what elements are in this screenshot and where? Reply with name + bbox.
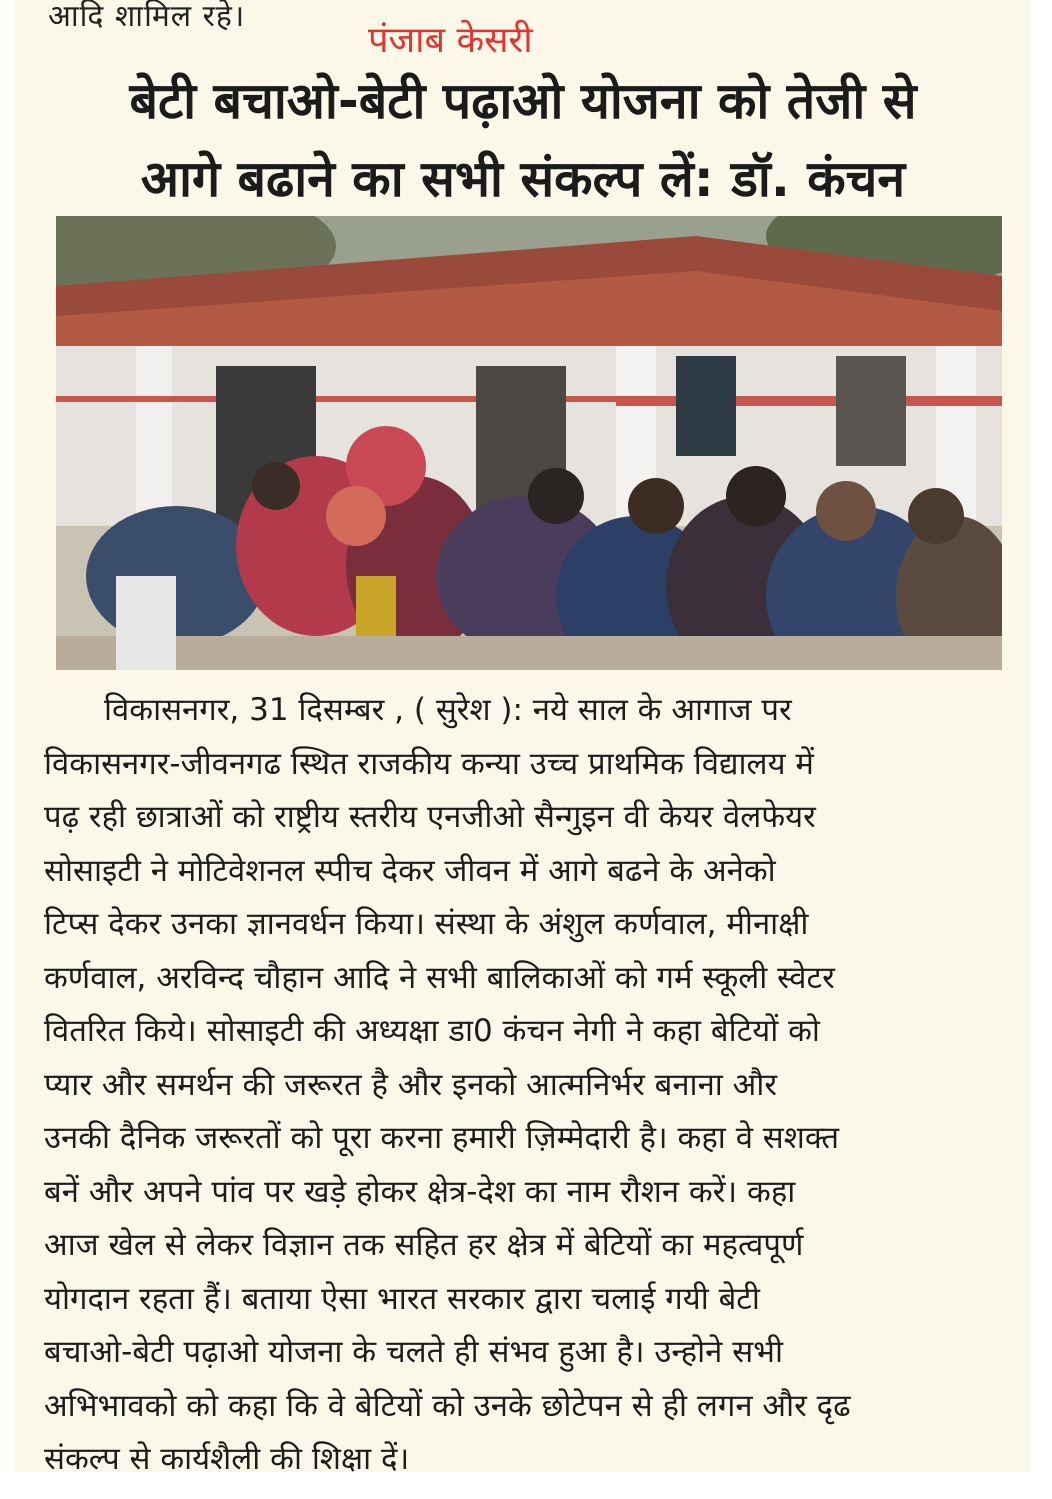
newspaper-clipping	[14, 0, 1030, 1472]
headline	[38, 62, 1008, 218]
article-line: बचाओ-बेटी पढ़ाओ योजना के चलते ही संभव हुआ है। उन्होने सभी	[44, 1334, 783, 1370]
article-line: वितरित किये। सोसाइटी की अध्यक्षा डा0 कंचन नेगी ने कहा बेटियों को	[44, 1013, 820, 1049]
school-event-photo-icon	[56, 216, 1002, 670]
previous-article-tail: आदि शामिल रहे।	[48, 0, 246, 34]
article-line: आज खेल से लेकर विज्ञान तक सहित हर क्षेत्र में बेटियों का महत्वपूर्ण	[44, 1227, 804, 1263]
article-line: योगदान रहता हैं। बताया ऐसा भारत सरकार द्वारा चलाई गयी बेटी	[44, 1280, 760, 1317]
article-line: पढ़ रही छात्राओं को राष्ट्रीय स्तरीय एनजीओ सैन्गुइन वी केयर वेलफेयर	[44, 799, 816, 835]
article-line: टिप्स देकर उनका ज्ञानवर्धन किया। संस्था के अंशुल कर्णवाल, मीनाक्षी	[44, 906, 809, 942]
article-line: उनकी दैनिक जरूरतों को पूरा करना हमारी ज़िम्मेदारी है। कहा वे सशक्त	[44, 1120, 840, 1156]
article-line: अभिभावको को कहा कि वे बेटियों को उनके छोटेपन से ही लगन और दृढ	[44, 1387, 851, 1424]
news-photo	[56, 216, 1002, 670]
headline-line: आगे बढाने का सभी संकल्प लें: डॉ. कंचन	[140, 150, 906, 208]
headline-line: बेटी बचाओ-बेटी पढ़ाओ योजना को तेजी से	[129, 72, 917, 130]
article-line: विकासनगर-जीवनगढ स्थित राजकीय कन्या उच्च प्राथमिक विद्यालय में	[44, 745, 814, 782]
article-line: विकासनगर, 31 दिसम्बर , ( सुरेश ): नये साल के आगाज पर	[104, 692, 792, 728]
article-line: कर्णवाल, अरविन्द चौहान आदि ने सभी बालिकाओं को गर्म स्कूली स्वेटर	[44, 959, 835, 996]
article-line: प्यार और समर्थन की जरूरत है और इनको आत्मनिर्भर बनाना और	[44, 1066, 778, 1103]
article-line: सोसाइटी ने मोटिवेशनल स्पीच देकर जीवन में आगे बढने के अनेको	[44, 852, 776, 889]
article-line: संकल्प से कार्यशैली की शिक्षा दें।	[44, 1441, 410, 1472]
article-body	[44, 684, 1006, 1472]
newspaper-masthead: पंजाब केसरी	[368, 20, 533, 61]
article-line: बनें और अपने पांव पर खड़े होकर क्षेत्र-देश का नाम रौशन करें। कहा	[44, 1173, 796, 1210]
